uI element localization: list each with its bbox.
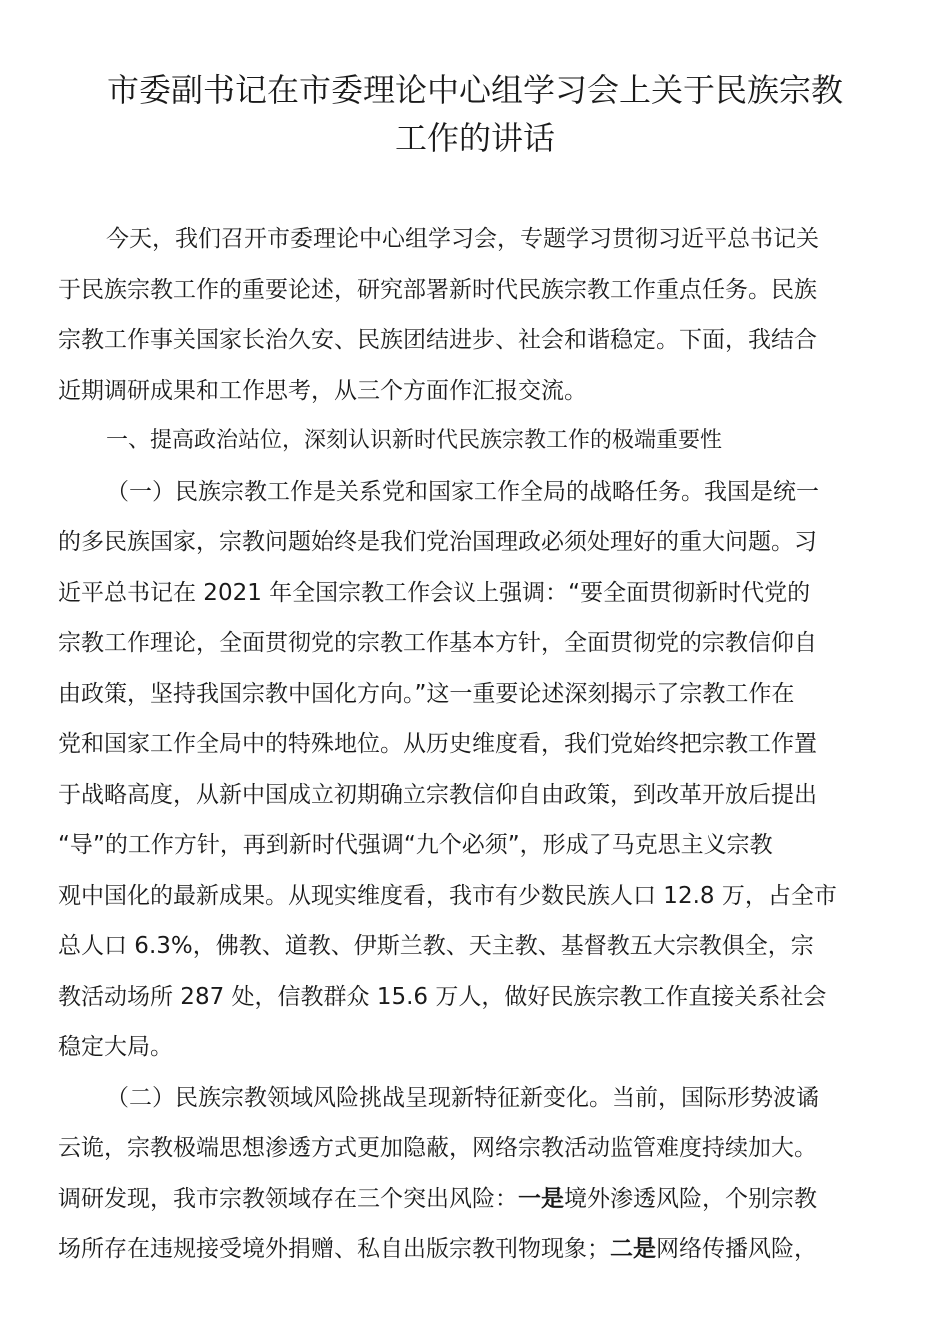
paragraph-line: 近期调研成果和工作思考，从三个方面作汇报交流。 xyxy=(58,377,587,404)
paragraph-line: 云诡，宗教极端思想渗透方式更加隐蔽，网络宗教活动监管难度持续加大。 xyxy=(58,1135,817,1161)
paragraph-line: （二）民族宗教领域风险挑战呈现新特征新变化。当前，国际形势波谲 xyxy=(106,1084,819,1111)
paragraph-line: 教活动场所 287 处，信教群众 15.6 万人，做好民族宗教工作直接关系社会 xyxy=(58,983,827,1010)
document-title xyxy=(40,66,910,162)
paragraph-text: 境外渗透风险，个别宗教 xyxy=(564,1185,817,1212)
title-line-2: 工作的讲话 xyxy=(394,119,555,157)
paragraph-line: 稳定大局。 xyxy=(58,1034,173,1060)
paragraph-text: 调研发现，我市宗教领域存在三个突出风险： xyxy=(58,1185,518,1212)
paragraph-line: 由政策，坚持我国宗教中国化方向。”这一重要论述深刻揭示了宗教工作在 xyxy=(58,680,795,707)
paragraph-line xyxy=(58,1224,890,1275)
emphasis-text: 二是 xyxy=(610,1236,656,1262)
title-line-1: 市委副书记在市委理论中心组学习会上关于民族宗教 xyxy=(106,71,843,109)
paragraph-line: 党和国家工作全局中的特殊地位。从历史维度看，我们党始终把宗教工作置 xyxy=(58,731,817,757)
section-heading: 一、提高政治站位，深刻认识新时代民族宗教工作的极端重要性 xyxy=(106,428,723,453)
paragraph-line xyxy=(58,1174,890,1225)
paragraph-text: 场所存在违规接受境外捐赠、私自出版宗教刊物现象； xyxy=(58,1236,610,1262)
paragraph-line: 于战略高度，从新中国成立初期确立宗教信仰自由政策，到改革开放后提出 xyxy=(58,781,817,808)
paragraph-line: 今天，我们召开市委理论中心组学习会，专题学习贯彻习近平总书记关 xyxy=(106,226,819,252)
paragraph-line: 宗教工作事关国家长治久安、民族团结进步、社会和谐稳定。下面，我结合 xyxy=(58,327,817,353)
paragraph-text: 网络传播风险， xyxy=(656,1236,817,1262)
document-body xyxy=(58,214,890,1275)
paragraph-line: 宗教工作理论，全面贯彻党的宗教工作基本方针，全面贯彻党的宗教信仰自 xyxy=(58,630,817,656)
paragraph-line: 于民族宗教工作的重要论述，研究部署新时代民族宗教工作重点任务。民族 xyxy=(58,276,817,303)
paragraph-line: 近平总书记在 2021 年全国宗教工作会议上强调：“要全面贯彻新时代党的 xyxy=(58,579,811,606)
paragraph-line: “导”的工作方针，再到新时代强调“九个必须”，形成了马克思主义宗教 xyxy=(58,832,773,858)
paragraph-line: 的多民族国家，宗教问题始终是我们党治国理政必须处理好的重大问题。习 xyxy=(58,529,817,555)
paragraph-line: 观中国化的最新成果。从现实维度看，我市有少数民族人口 12.8 万，占全市 xyxy=(58,882,837,909)
paragraph-line: 总人口 6.3%，佛教、道教、伊斯兰教、天主教、基督教五大宗教俱全，宗 xyxy=(58,933,814,959)
paragraph-line: （一）民族宗教工作是关系党和国家工作全局的战略任务。我国是统一 xyxy=(106,478,819,505)
emphasis-text: 一是 xyxy=(518,1185,564,1212)
